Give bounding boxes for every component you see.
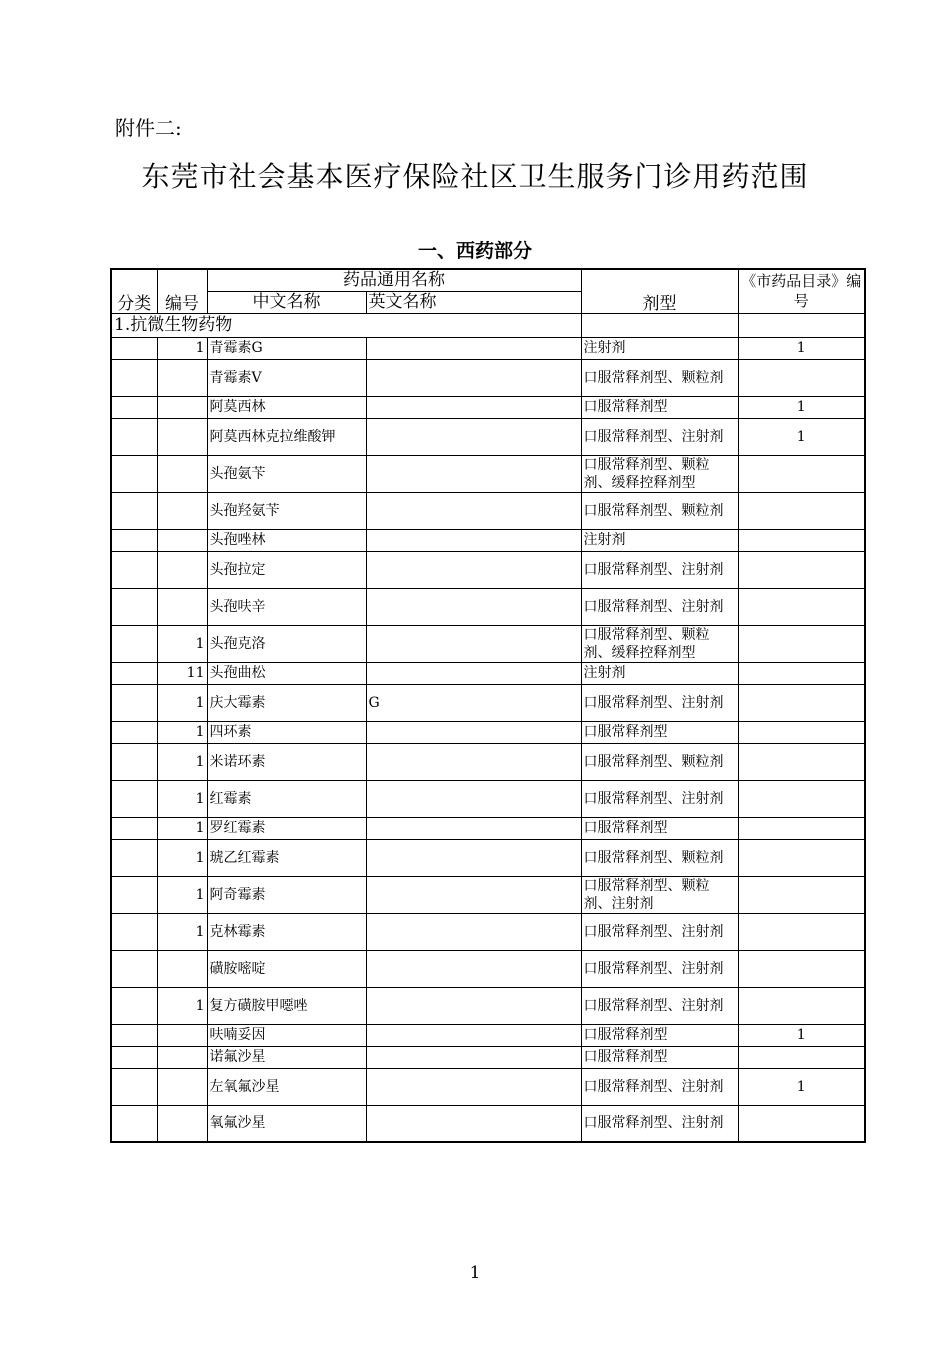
row-dosage-form: 口服常释剂型、颗粒剂 (581, 492, 738, 529)
row-chinese-name: 头孢氨苄 (207, 455, 366, 492)
row-dosage-form: 口服常释剂型 (581, 1046, 738, 1068)
row-dosage-form: 口服常释剂型、注射剂 (581, 913, 738, 950)
row-english-name: G (366, 684, 581, 721)
row-category (111, 876, 157, 913)
row-number: 1 (157, 780, 207, 817)
table-row (111, 780, 865, 817)
row-number (157, 1068, 207, 1105)
row-english-name (366, 913, 581, 950)
row-dosage-form: 口服常释剂型、颗粒剂 (581, 743, 738, 780)
row-dosage-form: 口服常释剂型、注射剂 (581, 684, 738, 721)
row-category (111, 625, 157, 662)
row-english-name (366, 396, 581, 418)
row-english-name (366, 359, 581, 396)
row-number (157, 455, 207, 492)
row-number: 1 (157, 913, 207, 950)
row-number (157, 588, 207, 625)
table-row (111, 529, 865, 551)
row-catalog-number (738, 780, 865, 817)
row-chinese-name: 青霉素G (207, 337, 366, 359)
table-row (111, 987, 865, 1024)
row-catalog-number: 1 (738, 1024, 865, 1046)
table-row (111, 455, 865, 492)
row-category (111, 396, 157, 418)
row-chinese-name: 左氧氟沙星 (207, 1068, 366, 1105)
row-number (157, 1105, 207, 1142)
header-english-name: 英文名称 (366, 291, 581, 313)
table-row (111, 359, 865, 396)
row-english-name (366, 337, 581, 359)
row-chinese-name: 庆大霉素 (207, 684, 366, 721)
row-number: 1 (157, 721, 207, 743)
row-number: 1 (157, 817, 207, 839)
table-row (111, 492, 865, 529)
row-english-name (366, 839, 581, 876)
row-dosage-form: 口服常释剂型、颗粒剂、缓释控释剂型 (581, 455, 738, 492)
table-row (111, 662, 865, 684)
row-chinese-name: 复方磺胺甲噁唑 (207, 987, 366, 1024)
row-number (157, 359, 207, 396)
row-catalog-number (738, 1046, 865, 1068)
row-category (111, 588, 157, 625)
row-category (111, 817, 157, 839)
row-category (111, 950, 157, 987)
row-category (111, 455, 157, 492)
row-chinese-name: 诺氟沙星 (207, 1046, 366, 1068)
row-number: 1 (157, 876, 207, 913)
row-chinese-name: 青霉素V (207, 359, 366, 396)
row-catalog-number (738, 913, 865, 950)
row-category (111, 839, 157, 876)
row-catalog-number (738, 721, 865, 743)
row-dosage-form: 口服常释剂型、注射剂 (581, 780, 738, 817)
row-catalog-number (738, 359, 865, 396)
row-category (111, 721, 157, 743)
row-dosage-form: 口服常释剂型 (581, 1024, 738, 1046)
row-number (157, 1046, 207, 1068)
row-english-name (366, 662, 581, 684)
table-row (111, 337, 865, 359)
row-catalog-number (738, 987, 865, 1024)
row-english-name (366, 950, 581, 987)
row-dosage-form: 口服常释剂型、注射剂 (581, 1068, 738, 1105)
group-form-cell (581, 313, 738, 337)
row-dosage-form: 口服常释剂型、注射剂 (581, 551, 738, 588)
row-number: 1 (157, 743, 207, 780)
row-category (111, 337, 157, 359)
row-catalog-number (738, 455, 865, 492)
row-english-name (366, 817, 581, 839)
row-category (111, 1105, 157, 1142)
table-row (111, 721, 865, 743)
row-english-name (366, 1046, 581, 1068)
row-english-name (366, 492, 581, 529)
table-row (111, 839, 865, 876)
row-dosage-form: 口服常释剂型、颗粒剂、缓释控释剂型 (581, 625, 738, 662)
row-chinese-name: 头孢曲松 (207, 662, 366, 684)
row-chinese-name: 头孢拉定 (207, 551, 366, 588)
row-chinese-name: 米诺环素 (207, 743, 366, 780)
table-row (111, 1068, 865, 1105)
row-catalog-number (738, 876, 865, 913)
row-category (111, 662, 157, 684)
row-catalog-number (738, 743, 865, 780)
row-number: 1 (157, 987, 207, 1024)
row-dosage-form: 注射剂 (581, 529, 738, 551)
row-dosage-form: 口服常释剂型、注射剂 (581, 418, 738, 455)
row-english-name (366, 1068, 581, 1105)
row-category (111, 418, 157, 455)
row-english-name (366, 1024, 581, 1046)
row-number (157, 551, 207, 588)
table-row (111, 396, 865, 418)
table-row (111, 950, 865, 987)
table-row (111, 743, 865, 780)
row-english-name (366, 780, 581, 817)
row-dosage-form: 口服常释剂型、注射剂 (581, 950, 738, 987)
row-category (111, 1024, 157, 1046)
row-dosage-form: 口服常释剂型、颗粒剂 (581, 839, 738, 876)
table-row (111, 1105, 865, 1142)
table-row (111, 876, 865, 913)
row-number (157, 418, 207, 455)
row-english-name (366, 625, 581, 662)
row-dosage-form: 注射剂 (581, 662, 738, 684)
row-catalog-number (738, 529, 865, 551)
row-category (111, 987, 157, 1024)
row-catalog-number (738, 817, 865, 839)
row-chinese-name: 琥乙红霉素 (207, 839, 366, 876)
row-category (111, 1068, 157, 1105)
row-catalog-number (738, 551, 865, 588)
row-chinese-name: 呋喃妥因 (207, 1024, 366, 1046)
row-chinese-name: 四环素 (207, 721, 366, 743)
header-chinese-name: 中文名称 (207, 291, 366, 313)
row-dosage-form: 口服常释剂型 (581, 721, 738, 743)
row-chinese-name: 头孢克洛 (207, 625, 366, 662)
row-catalog-number (738, 950, 865, 987)
page-number: 1 (469, 1263, 481, 1283)
row-chinese-name: 罗红霉素 (207, 817, 366, 839)
header-dosage-form: 剂型 (581, 269, 738, 313)
row-number: 11 (157, 662, 207, 684)
row-number (157, 396, 207, 418)
header-generic-name: 药品通用名称 (207, 269, 581, 291)
row-category (111, 492, 157, 529)
row-number (157, 1024, 207, 1046)
row-chinese-name: 头孢羟氨苄 (207, 492, 366, 529)
row-english-name (366, 876, 581, 913)
row-category (111, 1046, 157, 1068)
row-english-name (366, 551, 581, 588)
row-catalog-number (738, 1105, 865, 1142)
row-english-name (366, 743, 581, 780)
row-number: 1 (157, 684, 207, 721)
table-row (111, 588, 865, 625)
table-row (111, 817, 865, 839)
row-category (111, 551, 157, 588)
row-english-name (366, 987, 581, 1024)
row-number (157, 529, 207, 551)
row-catalog-number: 1 (738, 396, 865, 418)
row-chinese-name: 阿奇霉素 (207, 876, 366, 913)
row-dosage-form: 口服常释剂型 (581, 396, 738, 418)
row-catalog-number: 1 (738, 418, 865, 455)
row-number: 1 (157, 625, 207, 662)
table-row (111, 1024, 865, 1046)
group-catalog-cell (738, 313, 865, 337)
row-dosage-form: 口服常释剂型、注射剂 (581, 987, 738, 1024)
row-catalog-number: 1 (738, 1068, 865, 1105)
row-chinese-name: 氧氟沙星 (207, 1105, 366, 1142)
row-english-name (366, 721, 581, 743)
row-catalog-number (738, 662, 865, 684)
table-row (111, 1046, 865, 1068)
row-dosage-form: 口服常释剂型 (581, 817, 738, 839)
table-row (111, 418, 865, 455)
row-english-name (366, 418, 581, 455)
row-english-name (366, 455, 581, 492)
row-category (111, 743, 157, 780)
group-title: 1.抗微生物药物 (111, 313, 581, 337)
header-number: 编号 (157, 269, 207, 313)
row-dosage-form: 口服常释剂型、注射剂 (581, 1105, 738, 1142)
row-catalog-number (738, 492, 865, 529)
section-title: 一、西药部分 (417, 240, 532, 262)
row-chinese-name: 阿莫西林 (207, 396, 366, 418)
row-chinese-name: 头孢唑林 (207, 529, 366, 551)
header-catalog-number: 《市药品目录》编号 (738, 269, 865, 313)
table-row (111, 625, 865, 662)
row-number (157, 492, 207, 529)
table-row (111, 913, 865, 950)
row-chinese-name: 红霉素 (207, 780, 366, 817)
row-catalog-number (738, 684, 865, 721)
row-catalog-number (738, 588, 865, 625)
row-english-name (366, 529, 581, 551)
row-catalog-number (738, 839, 865, 876)
drug-table (110, 268, 866, 1143)
attachment-label: 附件二: (115, 116, 182, 140)
row-chinese-name: 克林霉素 (207, 913, 366, 950)
row-number: 1 (157, 337, 207, 359)
row-chinese-name: 阿莫西林克拉维酸钾 (207, 418, 366, 455)
row-dosage-form: 口服常释剂型、颗粒剂、注射剂 (581, 876, 738, 913)
row-english-name (366, 588, 581, 625)
row-chinese-name: 头孢呋辛 (207, 588, 366, 625)
row-english-name (366, 1105, 581, 1142)
row-category (111, 529, 157, 551)
row-catalog-number (738, 625, 865, 662)
row-chinese-name: 磺胺嘧啶 (207, 950, 366, 987)
row-number (157, 950, 207, 987)
row-category (111, 780, 157, 817)
row-catalog-number: 1 (738, 337, 865, 359)
row-category (111, 684, 157, 721)
row-number: 1 (157, 839, 207, 876)
row-dosage-form: 口服常释剂型、颗粒剂 (581, 359, 738, 396)
row-dosage-form: 注射剂 (581, 337, 738, 359)
document-title: 东莞市社会基本医疗保险社区卫生服务门诊用药范围 (141, 160, 809, 193)
table-row (111, 684, 865, 721)
row-dosage-form: 口服常释剂型、注射剂 (581, 588, 738, 625)
header-category: 分类 (111, 269, 157, 313)
row-category (111, 913, 157, 950)
table-row (111, 551, 865, 588)
row-category (111, 359, 157, 396)
